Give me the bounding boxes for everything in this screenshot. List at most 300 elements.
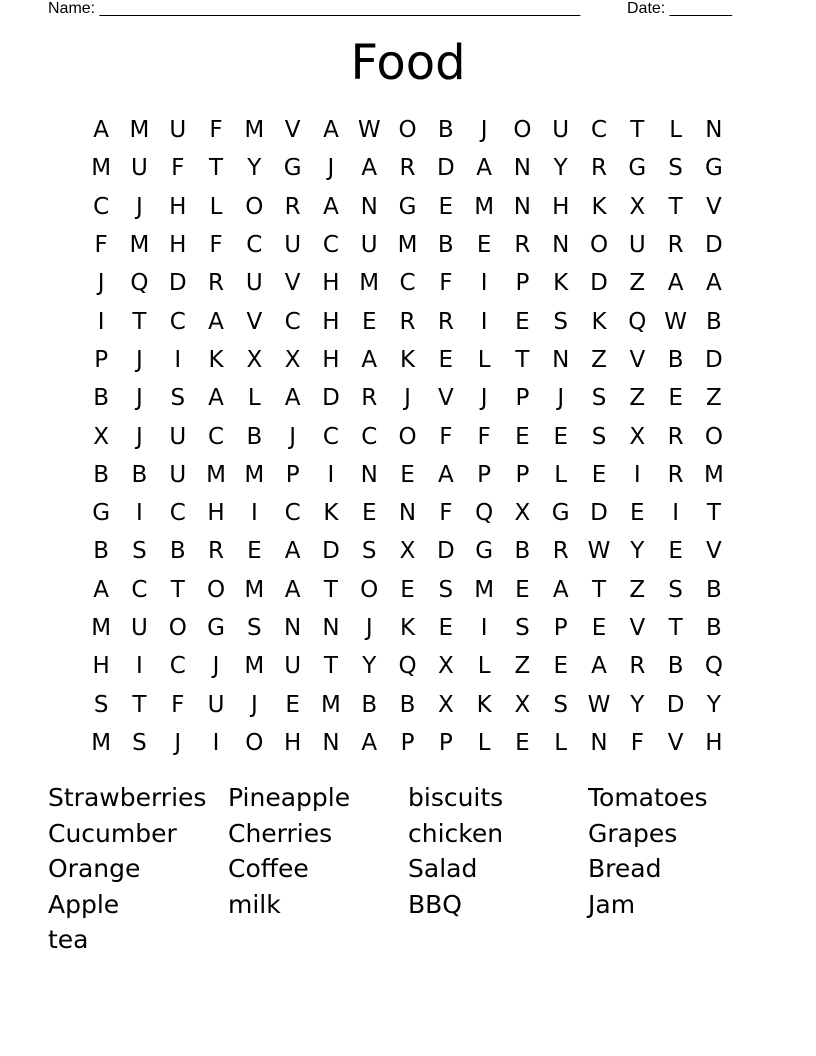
grid-letter: E (438, 615, 454, 641)
grid-letter: J (480, 385, 488, 412)
grid-letter: M (397, 232, 418, 259)
grid-letter: J (136, 423, 143, 450)
grid-letter: Q (628, 308, 647, 335)
grid-letter: T (515, 346, 530, 373)
grid-letter: P (477, 461, 492, 488)
grid-letter: Q (398, 653, 417, 680)
grid-letter: U (360, 232, 378, 259)
grid-letter: T (132, 691, 147, 718)
grid-letter: T (170, 576, 185, 603)
grid-letter: R (399, 155, 416, 182)
grid-letter: N (284, 615, 302, 641)
grid-letter: I (327, 461, 335, 488)
word-list-item: BBQ (408, 889, 462, 919)
grid-letter: J (289, 423, 297, 450)
grid-letter: A (476, 155, 492, 182)
grid-letter: Z (706, 385, 722, 412)
grid-letter: T (323, 576, 338, 603)
grid-letter: L (209, 193, 223, 220)
grid-letter: Z (629, 576, 646, 603)
grid-letter: K (399, 346, 416, 373)
grid-letter: S (515, 615, 530, 641)
grid-letter: J (136, 385, 143, 412)
grid-letter: H (322, 270, 340, 297)
grid-letter: O (360, 576, 379, 603)
grid-letter: A (437, 461, 454, 488)
grid-letter: I (480, 308, 488, 335)
grid-letter: S (591, 423, 607, 450)
grid-letter: Q (704, 653, 723, 680)
grid-letter: C (322, 232, 339, 259)
grid-letter: N (398, 500, 417, 527)
grid-letter: L (477, 346, 491, 373)
grid-letter: W (664, 308, 687, 335)
grid-letter: S (170, 385, 186, 412)
word-list-item: Orange (48, 854, 141, 883)
grid-letter: E (591, 615, 607, 641)
grid-letter: T (706, 500, 721, 527)
grid-letter: K (208, 346, 224, 373)
grid-letter: C (208, 423, 225, 450)
grid-letter: H (169, 193, 187, 220)
grid-letter: C (361, 423, 378, 450)
name-field: Name: ______________________________________________________ (48, 0, 581, 17)
grid-letter: F (630, 729, 644, 756)
word-list-item: Salad (408, 854, 478, 883)
grid-letter: X (437, 653, 454, 680)
grid-letter: X (514, 500, 531, 527)
grid-letter: V (706, 193, 722, 220)
grid-letter: S (247, 615, 262, 641)
grid-letter: O (245, 729, 264, 756)
grid-letter: O (398, 117, 417, 144)
grid-letter: E (668, 538, 683, 565)
grid-letter: M (244, 576, 265, 603)
grid-letter: I (212, 729, 220, 756)
grid-letter: A (284, 538, 301, 565)
grid-letter: W (587, 691, 611, 718)
grid-letter: M (474, 576, 495, 603)
grid-letter: M (703, 461, 724, 488)
grid-letter: J (136, 193, 143, 220)
grid-letter: C (169, 308, 186, 335)
grid-letter: O (206, 576, 226, 603)
grid-letter: E (438, 193, 454, 220)
grid-letter: G (207, 615, 225, 641)
grid-letter: U (207, 691, 225, 718)
grid-letter: U (131, 155, 148, 182)
grid-letter: X (246, 346, 263, 373)
grid-letter: B (706, 576, 722, 603)
grid-letter: V (437, 385, 454, 412)
grid-letter: D (590, 500, 608, 527)
grid-letter: L (477, 653, 491, 680)
grid-letter: A (93, 117, 110, 144)
grid-letter: Z (514, 653, 531, 680)
grid-letter: R (399, 308, 416, 335)
grid-letter: E (400, 461, 415, 488)
grid-letter: L (554, 461, 568, 488)
grid-letter: I (136, 653, 143, 680)
grid-letter: G (551, 500, 570, 527)
grid-letter: Z (629, 385, 646, 412)
grid-letter: X (93, 423, 110, 450)
grid-letter: E (553, 423, 568, 450)
grid-letter: U (131, 615, 148, 641)
grid-letter: E (668, 385, 683, 412)
grid-letter: J (365, 615, 373, 641)
grid-letter: M (359, 270, 380, 297)
grid-letter: A (361, 346, 378, 373)
grid-letter: M (244, 461, 265, 488)
grid-letter: S (132, 538, 147, 565)
grid-letter: T (591, 576, 607, 603)
grid-letter: O (513, 117, 532, 144)
grid-letter: I (480, 270, 488, 297)
grid-letter: H (552, 193, 570, 220)
grid-letter: I (174, 346, 182, 373)
grid-letter: Y (247, 155, 262, 182)
grid-letter: L (247, 385, 261, 412)
grid-letter: U (245, 270, 263, 297)
grid-letter: B (437, 117, 454, 144)
grid-letter: D (436, 538, 455, 565)
grid-letter: A (284, 576, 301, 603)
grid-letter: E (476, 232, 492, 259)
grid-letter: N (322, 615, 340, 641)
grid-letter: I (480, 615, 488, 641)
grid-letter: J (404, 385, 411, 412)
grid-letter: U (169, 423, 187, 450)
grid-letter: K (399, 615, 416, 641)
grid-letter: A (667, 270, 684, 297)
grid-letter: F (171, 155, 185, 182)
grid-letter: H (705, 729, 723, 756)
word-list-item: Grapes (588, 818, 678, 848)
grid-letter: B (93, 538, 110, 565)
grid-letter: U (169, 117, 187, 144)
grid-letter: H (322, 346, 340, 373)
grid-letter: A (591, 653, 607, 680)
grid-letter: N (513, 193, 532, 220)
grid-letter: E (553, 653, 568, 680)
grid-letter: E (515, 729, 530, 756)
grid-letter: P (515, 270, 530, 297)
grid-letter: J (174, 729, 182, 756)
grid-letter: M (91, 155, 112, 182)
grid-letter: B (667, 346, 684, 373)
grid-letter: S (93, 691, 109, 718)
grid-letter: I (97, 308, 105, 335)
grid-letter: V (629, 615, 646, 641)
grid-letter: D (705, 232, 723, 259)
grid-letter: R (667, 232, 684, 259)
grid-letter: E (515, 308, 530, 335)
grid-letter: F (439, 500, 453, 527)
grid-letter: T (323, 653, 338, 680)
grid-letter: S (591, 385, 607, 412)
word-list-item: Tomatoes (588, 783, 708, 812)
grid-letter: D (666, 691, 685, 718)
grid-letter: X (629, 193, 646, 220)
word-list-item: Cherries (228, 818, 333, 848)
grid-letter: N (360, 461, 378, 488)
grid-letter: K (591, 308, 607, 335)
grid-letter: A (552, 576, 569, 603)
grid-letter: M (244, 653, 265, 680)
grid-letter: D (322, 538, 340, 565)
grid-letter: R (629, 653, 646, 680)
word-list-item: Pineapple (228, 783, 351, 812)
grid-letter: A (208, 308, 224, 335)
grid-letter: A (706, 270, 722, 297)
grid-letter: M (91, 729, 112, 756)
grid-letter: V (629, 346, 646, 373)
grid-letter: G (283, 155, 302, 182)
grid-letter: S (132, 729, 147, 756)
grid-letter: G (398, 193, 417, 220)
grid-letter: T (132, 308, 147, 335)
grid-letter: D (168, 270, 187, 297)
grid-letter: M (206, 461, 226, 488)
grid-letter: B (169, 538, 186, 565)
word-list-item: tea (48, 925, 89, 954)
word-list-item: chicken (408, 818, 504, 848)
date-field: Date: _______ (627, 0, 732, 17)
grid-letter: N (360, 193, 378, 220)
grid-letter: B (93, 461, 110, 488)
grid-letter: R (284, 193, 301, 220)
grid-letter: H (283, 729, 302, 756)
grid-letter: R (437, 308, 454, 335)
grid-letter: A (93, 576, 110, 603)
grid-letter: O (168, 615, 187, 641)
grid-letter: U (284, 232, 302, 259)
grid-letter: G (92, 500, 111, 527)
grid-letter: P (515, 385, 530, 412)
grid-letter: E (515, 423, 530, 450)
grid-letter: E (591, 461, 607, 488)
grid-letter: S (668, 576, 683, 603)
grid-letter: Z (629, 270, 646, 297)
grid-letter: P (400, 729, 415, 756)
word-list-item: Jam (588, 889, 636, 919)
grid-letter: V (246, 308, 263, 335)
grid-letter: J (480, 117, 488, 144)
grid-letter: A (323, 193, 339, 220)
grid-letter: B (706, 615, 722, 641)
grid-letter: R (591, 155, 607, 182)
grid-letter: Y (362, 653, 377, 680)
grid-letter: J (136, 346, 143, 373)
grid-letter: X (629, 423, 646, 450)
grid-letter: G (704, 155, 723, 182)
grid-letter: S (553, 691, 569, 718)
grid-letter: F (209, 117, 223, 144)
grid-letter: K (323, 500, 339, 527)
grid-letter: E (361, 308, 377, 335)
grid-letter: J (212, 653, 220, 680)
grid-letter: U (628, 232, 646, 259)
grid-letter: X (399, 538, 416, 565)
grid-letter: U (552, 117, 570, 144)
grid-letter: D (322, 385, 340, 412)
grid-letter: I (250, 500, 258, 527)
grid-letter: B (361, 691, 378, 718)
grid-letter: E (630, 500, 645, 527)
grid-letter: M (474, 193, 495, 220)
grid-letter: S (438, 576, 454, 603)
grid-letter: B (131, 461, 148, 488)
grid-letter: H (322, 308, 340, 335)
grid-letter: R (208, 538, 225, 565)
grid-letter: F (439, 423, 453, 450)
grid-letter: H (207, 500, 225, 527)
grid-letter: X (514, 691, 531, 718)
word-list-item: Bread (588, 854, 662, 883)
grid-letter: L (554, 729, 568, 756)
grid-letter: P (515, 461, 530, 488)
grid-letter: M (129, 232, 150, 259)
grid-letter: M (244, 117, 265, 144)
grid-letter: F (171, 691, 185, 718)
grid-letter: V (667, 729, 684, 756)
grid-letter: F (477, 423, 491, 450)
grid-letter: Q (475, 500, 494, 527)
letter-grid (82, 111, 733, 762)
grid-letter: E (438, 346, 454, 373)
grid-letter: V (706, 538, 722, 565)
grid-letter: I (672, 500, 679, 527)
grid-letter: B (706, 308, 722, 335)
grid-letter: C (284, 308, 301, 335)
grid-letter: P (438, 729, 453, 756)
grid-letter: A (284, 385, 301, 412)
grid-letter: J (557, 385, 565, 412)
page-title: Food (350, 35, 466, 91)
grid-letter: R (361, 385, 378, 412)
grid-letter: A (323, 117, 339, 144)
grid-letter: M (91, 615, 112, 641)
grid-letter: H (169, 232, 187, 259)
grid-letter: V (284, 117, 301, 144)
word-list-item: Cucumber (48, 818, 177, 848)
grid-letter: Z (591, 346, 607, 373)
word-list (48, 780, 768, 958)
grid-letter: F (94, 232, 108, 259)
grid-letter: O (245, 193, 264, 220)
grid-letter: K (476, 691, 492, 718)
grid-letter: E (285, 691, 300, 718)
grid-letter: Y (630, 691, 645, 718)
grid-letter: G (475, 538, 494, 565)
grid-letter: H (92, 653, 110, 680)
grid-letter: F (209, 232, 223, 259)
grid-letter: E (515, 576, 530, 603)
grid-letter: C (284, 500, 301, 527)
grid-letter: X (284, 346, 301, 373)
grid-letter: J (250, 691, 258, 718)
grid-letter: O (704, 423, 723, 450)
grid-letter: D (705, 346, 723, 373)
grid-letter: W (357, 117, 381, 144)
grid-letter: N (705, 117, 723, 144)
grid-letter: P (94, 346, 109, 373)
grid-letter: A (361, 155, 378, 182)
word-list-item: Strawberries (48, 783, 207, 812)
grid-letter: B (399, 691, 416, 718)
grid-letter: M (129, 117, 150, 144)
grid-letter: Y (706, 691, 721, 718)
grid-letter: B (93, 385, 110, 412)
grid-letter: A (208, 385, 224, 412)
grid-letter: W (587, 538, 611, 565)
grid-letter: B (246, 423, 263, 450)
grid-letter: C (169, 653, 186, 680)
grid-letter: P (285, 461, 300, 488)
grid-letter: P (553, 615, 568, 641)
grid-letter: C (131, 576, 148, 603)
grid-letter: T (630, 117, 645, 144)
grid-letter: L (669, 117, 683, 144)
grid-letter: V (284, 270, 301, 297)
word-list-item: milk (228, 889, 281, 919)
grid-letter: R (208, 270, 225, 297)
grid-letter: R (514, 232, 531, 259)
grid-letter: S (668, 155, 683, 182)
grid-letter: U (169, 461, 187, 488)
grid-letter: N (513, 155, 532, 182)
grid-letter: E (400, 576, 415, 603)
grid-letter: J (327, 155, 335, 182)
grid-letter: B (514, 538, 531, 565)
grid-letter: U (284, 653, 302, 680)
grid-letter: S (361, 538, 377, 565)
grid-letter: Y (553, 155, 568, 182)
grid-letter: T (668, 193, 683, 220)
word-list-item: Apple (48, 889, 120, 919)
grid-letter: K (591, 193, 607, 220)
grid-letter: J (97, 270, 105, 297)
grid-letter: R (667, 461, 684, 488)
grid-letter: X (437, 691, 454, 718)
grid-letter: D (590, 270, 608, 297)
grid-letter: C (590, 117, 608, 144)
word-list-item: biscuits (408, 783, 504, 812)
grid-letter: G (628, 155, 647, 182)
grid-letter: I (136, 500, 143, 527)
grid-letter: R (552, 538, 569, 565)
grid-letter: E (247, 538, 262, 565)
grid-letter: C (399, 270, 416, 297)
grid-letter: E (361, 500, 377, 527)
grid-letter: I (633, 461, 641, 488)
grid-letter: N (552, 232, 570, 259)
grid-letter: B (437, 232, 454, 259)
grid-letter: C (169, 500, 186, 527)
grid-letter: T (209, 155, 224, 182)
grid-letter: C (246, 232, 263, 259)
grid-letter: R (667, 423, 684, 450)
grid-letter: O (589, 232, 609, 259)
grid-letter: K (553, 270, 569, 297)
grid-letter: L (477, 729, 491, 756)
grid-letter: O (398, 423, 417, 450)
grid-letter: F (439, 270, 453, 297)
grid-letter: T (668, 615, 683, 641)
grid-letter: C (322, 423, 339, 450)
grid-letter: N (590, 729, 608, 756)
